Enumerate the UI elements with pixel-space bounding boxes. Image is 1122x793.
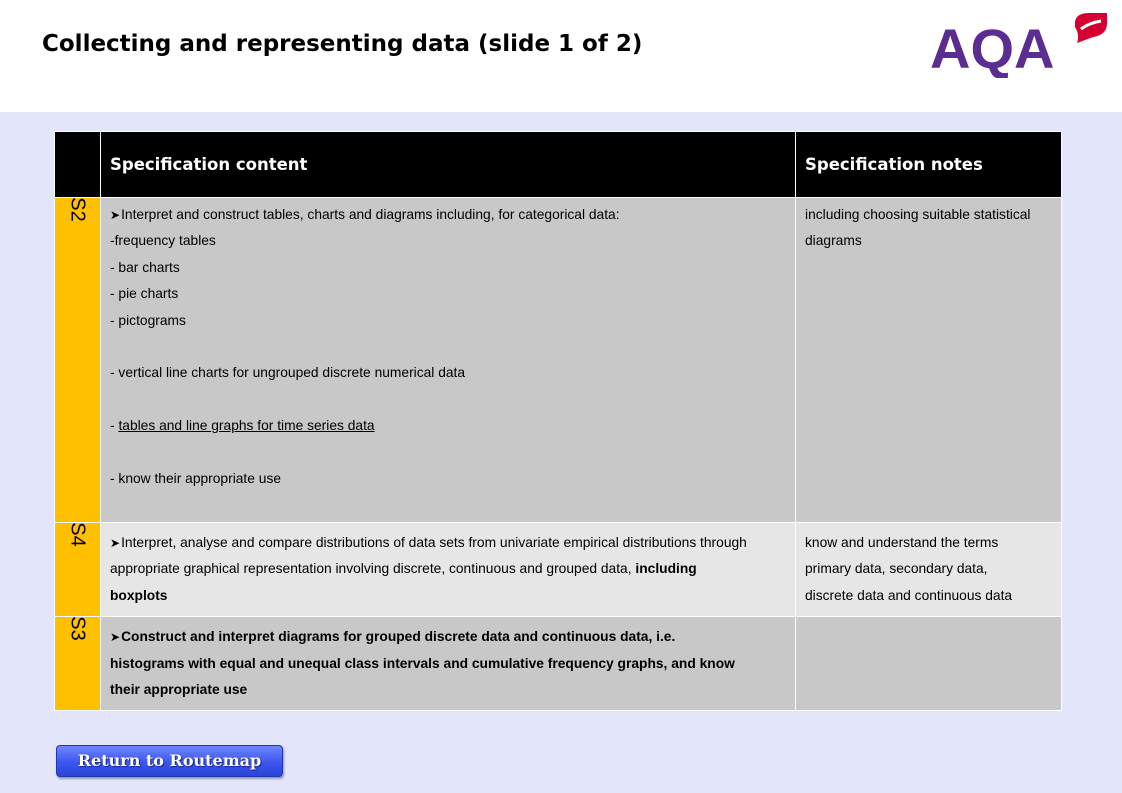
row-code: S3 [67, 616, 89, 641]
notes-line: primary data, secondary data, [805, 561, 988, 577]
content-line: - pictograms [110, 312, 186, 328]
row-code: S2 [67, 197, 89, 222]
row-code-cell [55, 198, 101, 523]
bold-text: histograms with equal and unequal class intervals and cumulative frequency graphs, and know [110, 655, 735, 671]
table-row [55, 617, 1062, 711]
header-specification-notes: Specification notes [796, 132, 1062, 198]
content-cell [101, 198, 796, 523]
content-cell [101, 523, 796, 617]
bold-text: boxplots [110, 587, 168, 603]
header-specification-content: Specification content [101, 132, 796, 198]
content-line: Interpret, analyse and compare distributions of data sets from univariate empirical distributions through [121, 535, 747, 550]
notes-line: know and understand the terms [805, 535, 999, 550]
aqa-logo [928, 8, 1112, 78]
table-row [55, 198, 1062, 523]
bold-text: including [635, 561, 697, 577]
table-header-row [55, 132, 1062, 198]
notes-cell [796, 198, 1062, 523]
table-row [55, 523, 1062, 617]
content-intro: Interpret and construct tables, charts and diagrams including, for categorical data: [121, 207, 620, 222]
row-code: S4 [67, 522, 89, 547]
notes-cell [796, 617, 1062, 711]
return-to-routemap-button[interactable]: Return to Routemap [56, 745, 283, 777]
page-title: Collecting and representing data (slide 1 of 2) [42, 31, 643, 57]
notes-line: including choosing suitable statistical [805, 207, 1031, 222]
bullet-arrow-icon: ➤ [110, 630, 121, 645]
notes-line: diagrams [805, 233, 862, 249]
content-cell [101, 617, 796, 711]
content-line-time-series: - tables and line graphs for time series data [110, 418, 375, 434]
content-line: appropriate graphical representation involving discrete, continuous and grouped data, [110, 561, 636, 577]
content-line: - know their appropriate use [110, 471, 282, 487]
content-line: - vertical line charts for ungrouped discrete numerical data [110, 365, 466, 381]
header-bar [0, 0, 1122, 112]
row-code-cell [55, 617, 101, 711]
notes-cell [796, 523, 1062, 617]
bold-text: Construct and interpret diagrams for grouped discrete data and continuous data, i.e. [121, 629, 676, 645]
bullet-arrow-icon: ➤ [110, 536, 121, 550]
header-code-cell [55, 132, 101, 198]
underlined-text: tables and line graphs for time series data [118, 418, 375, 434]
notes-line: discrete data and continuous data [805, 587, 1013, 603]
specification-table [54, 131, 1062, 711]
content-line: -frequency tables [110, 233, 216, 249]
logo-text: AQA [930, 17, 1055, 78]
row-code-cell [55, 523, 101, 617]
bold-text: their appropriate use [110, 682, 248, 698]
logo-accent-icon [1075, 13, 1107, 43]
bullet-arrow-icon: ➤ [110, 208, 121, 222]
content-line: - pie charts [110, 286, 179, 302]
content-line: - bar charts [110, 259, 180, 275]
